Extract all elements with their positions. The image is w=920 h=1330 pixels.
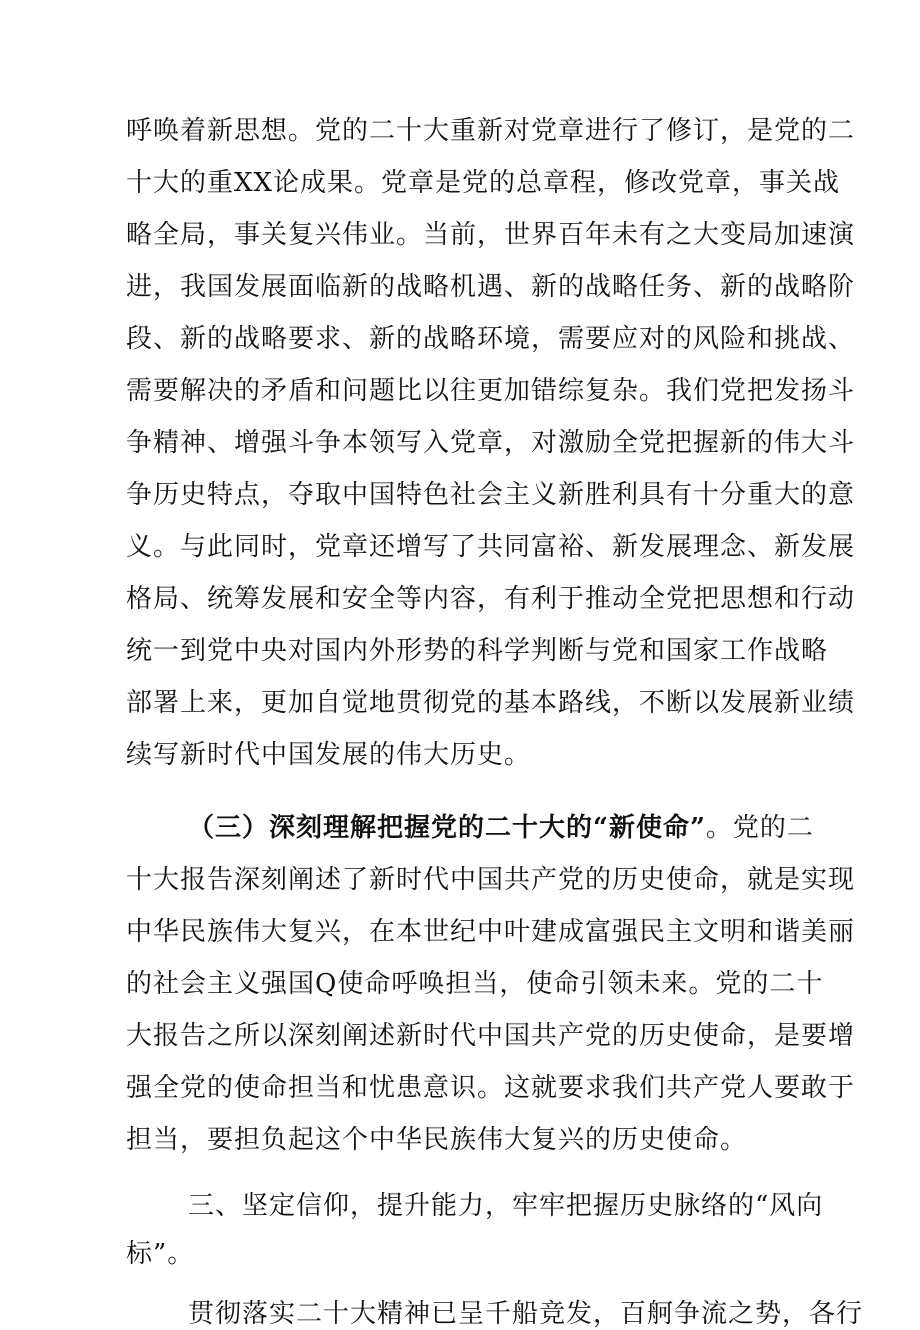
- paragraph-1-line-2: 十大的重XX论成果。党章是党的总章程，修改党章，事关战: [126, 168, 841, 198]
- paragraph-1-line-6: 需要解决的矛盾和问题比以往更加错综复杂。我们党把发扬斗: [126, 376, 856, 406]
- paragraph-4-line-1: 贯彻落实二十大精神已呈千船竞发，百舸争流之势，各行: [188, 1299, 864, 1329]
- paragraph-1-line-4: 进，我国发展面临新的战略机遇、新的战略任务、新的战略阶: [126, 272, 856, 302]
- paragraph-2-line-3: 中华民族伟大复兴，在本世纪中叶建成富强民主文明和谐美丽: [126, 917, 856, 947]
- paragraph-1-line-3: 略全局，事关复兴伟业。当前，世界百年未有之大变局加速演: [126, 220, 856, 250]
- paragraph-2-first-line: [188, 812, 814, 844]
- paragraph-1-line-8: 争历史特点，夺取中国特色社会主义新胜利具有十分重大的意: [126, 480, 856, 510]
- paragraph-2-line-6: 强全党的使命担当和忧患意识。这就要求我们共产党人要敢于: [126, 1073, 856, 1103]
- paragraph-1-line-10: 格局、统筹发展和安全等内容，有利于推动全党把思想和行动: [126, 584, 856, 614]
- paragraph-1-line-11: 统一到党中央对国内外形势的科学判断与党和国家工作战略: [126, 636, 829, 666]
- paragraph-1-line-9: 义。与此同时，党章还增写了共同富裕、新发展理念、新发展: [126, 532, 856, 562]
- paragraph-2-line-5: 大报告之所以深刻阐述新时代中国共产党的历史使命，是要增: [126, 1021, 856, 1051]
- paragraph-3-line-1: 三、坚定信仰，提升能力，牢牢把握历史脉络的“风向: [188, 1191, 824, 1221]
- paragraph-1-line-7: 争精神、增强斗争本领写入党章，对激励全党把握新的伟大斗: [126, 428, 856, 458]
- paragraph-2-line-2: 十大报告深刻阐述了新时代中国共产党的历史使命，就是实现: [126, 865, 856, 895]
- paragraph-1-line-1: 呼唤着新思想。党的二十大重新对党章进行了修订，是党的二: [126, 116, 856, 146]
- paragraph-1-line-13: 续写新时代中国发展的伟大历史。: [126, 740, 532, 770]
- paragraph-1-line-12: 部署上来，更加自觉地贯彻党的基本路线，不断以发展新业绩: [126, 688, 856, 718]
- paragraph-2-line-4: 的社会主义强国Q使命呼唤担当，使命引领未来。党的二十: [126, 969, 824, 999]
- section-heading: （三）深刻理解把握党的二十大的“新使命”: [188, 813, 706, 843]
- paragraph-2-line-7: 担当，要担负起这个中华民族伟大复兴的历史使命。: [126, 1125, 748, 1155]
- section-heading-rest: 。党的二: [705, 813, 814, 843]
- paragraph-3-line-2: 标”。: [126, 1239, 195, 1269]
- paragraph-1-line-5: 段、新的战略要求、新的战略环境，需要应对的风险和挑战、: [126, 324, 856, 354]
